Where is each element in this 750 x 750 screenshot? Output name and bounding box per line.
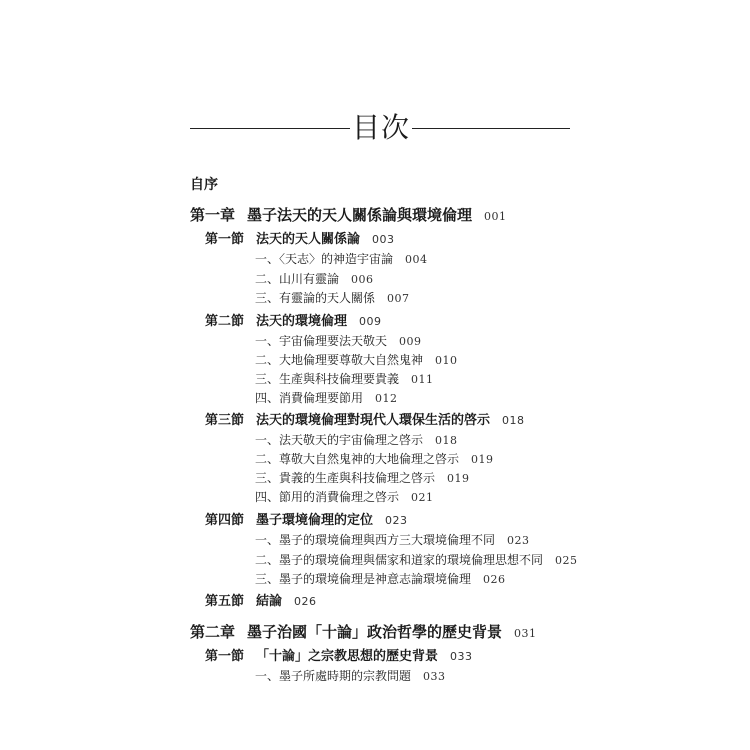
page-number: 010 — [435, 354, 458, 367]
chapter-label: 第一章 — [190, 206, 236, 224]
toc-item: 二、墨子的環境倫理與儒家和道家的環境倫理思想不同 025 — [255, 551, 578, 570]
page-number: 009 — [359, 315, 382, 328]
toc-item: 一、宇宙倫理要法天敬天 009 — [255, 332, 422, 351]
section-title: 結論 — [256, 594, 283, 609]
toc-section-2-1 — [205, 648, 473, 666]
title-rule-left — [190, 128, 350, 129]
toc-item: 一、〈天志〉的神造宇宙論 004 — [255, 250, 428, 269]
toc-item: 二、大地倫理要尊敬大自然鬼神 010 — [255, 351, 458, 370]
toc-item: 一、墨子所處時期的宗教問題 033 — [255, 667, 446, 686]
page-number: 003 — [372, 233, 395, 246]
page-number: 019 — [471, 453, 494, 466]
toc-item: 四、節用的消費倫理之啓示 021 — [255, 488, 434, 507]
toc-item: 三、墨子的環境倫理是神意志論環境倫理 026 — [255, 570, 506, 589]
toc-item: 三、貴義的生產與科技倫理之啓示 019 — [255, 469, 470, 488]
title-rule-right — [412, 128, 570, 129]
toc-chapter-1 — [190, 206, 507, 226]
page-number: 023 — [507, 534, 530, 547]
page-title: 目次 — [351, 111, 410, 144]
section-title: 法天的環境倫理 — [256, 314, 348, 329]
toc-section-1-5 — [205, 593, 317, 611]
page-number: 006 — [351, 273, 374, 286]
section-title: 法天的天人關係論 — [256, 232, 361, 247]
page-number: 019 — [447, 472, 470, 485]
page-number: 025 — [555, 554, 578, 567]
section-label: 第三節 — [205, 413, 245, 428]
chapter-label: 第二章 — [190, 623, 236, 641]
section-title: 法天的環境倫理對現代人環保生活的啓示 — [256, 413, 491, 428]
toc-item: 二、山川有靈論 006 — [255, 270, 374, 289]
page-number: 023 — [385, 514, 408, 527]
toc-section-1-1 — [205, 231, 395, 249]
toc-item: 三、有靈論的天人關係 007 — [255, 289, 410, 308]
section-title: 「十論」之宗教思想的歷史背景 — [256, 649, 439, 664]
section-label: 第一節 — [205, 232, 245, 247]
section-label: 第二節 — [205, 314, 245, 329]
toc-header — [190, 108, 570, 148]
chapter-title: 墨子治國「十論」政治哲學的歷史背景 — [247, 623, 503, 641]
page-number: 011 — [411, 373, 434, 386]
section-label: 第四節 — [205, 513, 245, 528]
page-number: 031 — [514, 627, 537, 640]
page-number: 004 — [405, 253, 428, 266]
page-number: 007 — [387, 292, 410, 305]
toc-section-1-3 — [205, 412, 525, 430]
page-number: 018 — [435, 434, 458, 447]
toc-item: 三、生產與科技倫理要貴義 011 — [255, 370, 434, 389]
page-number: 018 — [502, 414, 525, 427]
toc-preface: 自序 — [190, 177, 218, 193]
chapter-title: 墨子法天的天人關係論與環境倫理 — [247, 206, 473, 224]
toc-item: 四、消費倫理要節用 012 — [255, 389, 398, 408]
toc-item: 一、墨子的環境倫理與西方三大環境倫理不同 023 — [255, 531, 530, 550]
page-number: 012 — [375, 392, 398, 405]
page-number: 026 — [483, 573, 506, 586]
page-number: 033 — [450, 650, 473, 663]
page-number: 021 — [411, 491, 434, 504]
toc-item: 二、尊敬大自然鬼神的大地倫理之啓示 019 — [255, 450, 494, 469]
page-number: 033 — [423, 670, 446, 683]
section-label: 第五節 — [205, 594, 245, 609]
toc-section-1-4 — [205, 512, 408, 530]
page-number: 001 — [484, 210, 507, 223]
toc-chapter-2 — [190, 623, 537, 643]
toc-item: 一、法天敬天的宇宙倫理之啓示 018 — [255, 431, 458, 450]
section-title: 墨子環境倫理的定位 — [256, 513, 374, 528]
section-label: 第一節 — [205, 649, 245, 664]
page-number: 009 — [399, 335, 422, 348]
page-number: 026 — [294, 595, 317, 608]
toc-section-1-2 — [205, 313, 382, 331]
